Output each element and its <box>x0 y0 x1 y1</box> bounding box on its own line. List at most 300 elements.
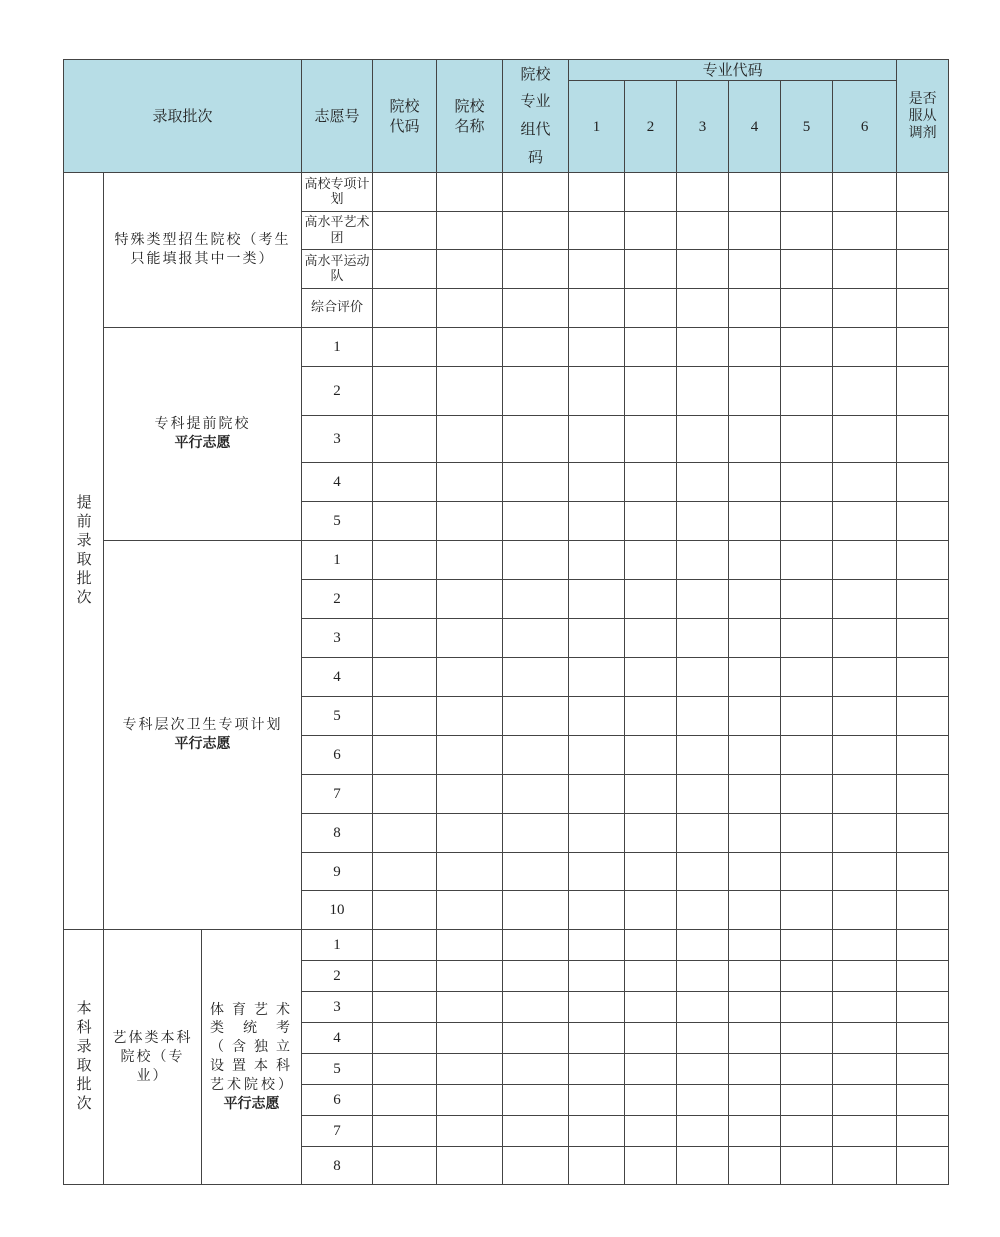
major-code-1-input[interactable] <box>569 697 625 736</box>
school-name-input[interactable] <box>437 775 503 814</box>
adjust-input[interactable] <box>897 619 949 658</box>
school-name-input[interactable] <box>437 1116 503 1147</box>
major-code-5-input[interactable] <box>781 775 833 814</box>
major-code-6-input[interactable] <box>833 658 897 697</box>
adjust-input[interactable] <box>897 930 949 961</box>
adjust-input[interactable] <box>897 328 949 367</box>
major-code-1-input[interactable] <box>569 1085 625 1116</box>
adjust-input[interactable] <box>897 1116 949 1147</box>
major-code-5-input[interactable] <box>781 289 833 328</box>
group-code-input[interactable] <box>503 502 569 541</box>
major-code-5-input[interactable] <box>781 891 833 930</box>
major-code-3-input[interactable] <box>677 961 729 992</box>
school-code-input[interactable] <box>373 961 437 992</box>
major-code-5-input[interactable] <box>781 814 833 853</box>
parallel-label: 平行志愿 <box>223 1096 280 1113</box>
major-code-5-input[interactable] <box>781 961 833 992</box>
group-code-input[interactable] <box>503 289 569 328</box>
school-name-input[interactable] <box>437 173 503 212</box>
major-code-2-input[interactable] <box>625 367 677 416</box>
major-code-4-input[interactable] <box>729 961 781 992</box>
adjust-input[interactable] <box>897 697 949 736</box>
adjust-input[interactable] <box>897 173 949 212</box>
major-code-3-input[interactable] <box>677 212 729 250</box>
major-code-2-input[interactable] <box>625 289 677 328</box>
major-code-2-input[interactable] <box>625 580 677 619</box>
major-code-5-input[interactable] <box>781 580 833 619</box>
major-code-5-input[interactable] <box>781 502 833 541</box>
school-code-input[interactable] <box>373 1116 437 1147</box>
major-code-5-input[interactable] <box>781 1085 833 1116</box>
group-code-input[interactable] <box>503 541 569 580</box>
school-code-input[interactable] <box>373 1085 437 1116</box>
major-code-4-input[interactable] <box>729 697 781 736</box>
header-school-name <box>437 60 503 173</box>
school-name-input[interactable] <box>437 541 503 580</box>
school-code-input[interactable] <box>373 541 437 580</box>
school-name-input[interactable] <box>437 992 503 1023</box>
school-code-input[interactable] <box>373 1023 437 1054</box>
major-code-4-input[interactable] <box>729 1085 781 1116</box>
major-code-3-input[interactable] <box>677 658 729 697</box>
major-code-5-input[interactable] <box>781 1023 833 1054</box>
major-code-2-input[interactable] <box>625 619 677 658</box>
school-name-input[interactable] <box>437 961 503 992</box>
major-code-4-input[interactable] <box>729 289 781 328</box>
major-code-5-input[interactable] <box>781 328 833 367</box>
school-code-input[interactable] <box>373 992 437 1023</box>
major-code-6-input[interactable] <box>833 736 897 775</box>
major-code-6-input[interactable] <box>833 367 897 416</box>
major-code-1-input[interactable] <box>569 891 625 930</box>
school-name-input[interactable] <box>437 580 503 619</box>
major-code-2-input[interactable] <box>625 775 677 814</box>
school-name-input[interactable] <box>437 250 503 289</box>
adjust-input[interactable] <box>897 961 949 992</box>
major-code-6-input[interactable] <box>833 1116 897 1147</box>
major-code-6-input[interactable] <box>833 961 897 992</box>
major-code-2-input[interactable] <box>625 891 677 930</box>
major-code-6-input[interactable] <box>833 814 897 853</box>
group-code-input[interactable] <box>503 1085 569 1116</box>
school-code-input[interactable] <box>373 658 437 697</box>
school-name-input[interactable] <box>437 463 503 502</box>
major-code-6-input[interactable] <box>833 463 897 502</box>
school-code-input[interactable] <box>373 775 437 814</box>
school-name-input[interactable] <box>437 289 503 328</box>
major-code-2-input[interactable] <box>625 853 677 891</box>
group-code-input[interactable] <box>503 658 569 697</box>
major-code-1-input[interactable] <box>569 736 625 775</box>
school-code-input[interactable] <box>373 416 437 463</box>
major-code-1-input[interactable] <box>569 250 625 289</box>
major-code-1-input[interactable] <box>569 328 625 367</box>
major-code-5-input[interactable] <box>781 1054 833 1085</box>
school-name-input[interactable] <box>437 930 503 961</box>
adjust-input[interactable] <box>897 1023 949 1054</box>
major-code-6-input[interactable] <box>833 619 897 658</box>
major-code-2-input[interactable] <box>625 416 677 463</box>
major-code-2-input[interactable] <box>625 992 677 1023</box>
group-code-input[interactable] <box>503 580 569 619</box>
adjust-input[interactable] <box>897 1085 949 1116</box>
major-code-3-input[interactable] <box>677 1116 729 1147</box>
adjust-input[interactable] <box>897 541 949 580</box>
major-code-4-input[interactable] <box>729 328 781 367</box>
major-code-2-input[interactable] <box>625 212 677 250</box>
adjust-input[interactable] <box>897 891 949 930</box>
major-code-4-input[interactable] <box>729 992 781 1023</box>
major-code-1-input[interactable] <box>569 1023 625 1054</box>
group-code-input[interactable] <box>503 697 569 736</box>
major-code-2-input[interactable] <box>625 1023 677 1054</box>
subgroup-cell <box>202 930 302 1185</box>
major-code-5-input[interactable] <box>781 658 833 697</box>
major-code-1-input[interactable] <box>569 1054 625 1085</box>
group-code-input[interactable] <box>503 891 569 930</box>
major-code-6-input[interactable] <box>833 1085 897 1116</box>
major-code-1-input[interactable] <box>569 541 625 580</box>
major-code-3-input[interactable] <box>677 930 729 961</box>
group-code-input[interactable] <box>503 992 569 1023</box>
major-code-5-input[interactable] <box>781 250 833 289</box>
major-code-4-input[interactable] <box>729 212 781 250</box>
adjust-input[interactable] <box>897 853 949 891</box>
group-code-input[interactable] <box>503 853 569 891</box>
major-code-3-input[interactable] <box>677 580 729 619</box>
major-code-2-input[interactable] <box>625 658 677 697</box>
major-code-1-input[interactable] <box>569 212 625 250</box>
header-school-code-label: 院校代码 <box>389 96 420 136</box>
school-name-input[interactable] <box>437 619 503 658</box>
major-code-4-input[interactable] <box>729 580 781 619</box>
major-code-2-input[interactable] <box>625 930 677 961</box>
school-code-input[interactable] <box>373 853 437 891</box>
choice-no-cell: 4 <box>302 463 373 502</box>
major-code-5-input[interactable] <box>781 212 833 250</box>
major-code-6-input[interactable] <box>833 930 897 961</box>
school-name-input[interactable] <box>437 416 503 463</box>
major-code-6-input[interactable] <box>833 541 897 580</box>
major-code-2-input[interactable] <box>625 541 677 580</box>
major-code-6-input[interactable] <box>833 212 897 250</box>
major-code-4-input[interactable] <box>729 416 781 463</box>
major-code-5-input[interactable] <box>781 736 833 775</box>
major-code-1-input[interactable] <box>569 775 625 814</box>
major-code-4-input[interactable] <box>729 814 781 853</box>
major-code-6-input[interactable] <box>833 697 897 736</box>
major-code-2-input[interactable] <box>625 814 677 853</box>
group-code-input[interactable] <box>503 619 569 658</box>
school-name-input[interactable] <box>437 328 503 367</box>
major-code-2-input[interactable] <box>625 1085 677 1116</box>
major-code-3-input[interactable] <box>677 367 729 416</box>
adjust-input[interactable] <box>897 580 949 619</box>
major-code-6-input[interactable] <box>833 775 897 814</box>
major-code-4-input[interactable] <box>729 250 781 289</box>
major-code-1-input[interactable] <box>569 502 625 541</box>
choice-no-cell: 1 <box>302 328 373 367</box>
major-code-2-input[interactable] <box>625 736 677 775</box>
major-code-2-input[interactable] <box>625 328 677 367</box>
major-code-2-input[interactable] <box>625 463 677 502</box>
major-code-3-input[interactable] <box>677 502 729 541</box>
major-code-6-input[interactable] <box>833 992 897 1023</box>
major-code-4-input[interactable] <box>729 658 781 697</box>
group-code-input[interactable] <box>503 328 569 367</box>
major-code-2-input[interactable] <box>625 961 677 992</box>
major-code-5-input[interactable] <box>781 1116 833 1147</box>
adjust-input[interactable] <box>897 1054 949 1085</box>
school-code-input[interactable] <box>373 502 437 541</box>
major-code-1-input[interactable] <box>569 814 625 853</box>
major-code-4-input[interactable] <box>729 930 781 961</box>
choice-no-cell: 6 <box>302 1085 373 1116</box>
major-code-3-input[interactable] <box>677 992 729 1023</box>
major-code-1-input[interactable] <box>569 658 625 697</box>
major-code-4-input[interactable] <box>729 173 781 212</box>
batch-label: 提前录取批次 <box>74 494 93 609</box>
adjust-input[interactable] <box>897 250 949 289</box>
school-name-input[interactable] <box>437 367 503 416</box>
group-code-input[interactable] <box>503 416 569 463</box>
choice-no-cell: 8 <box>302 814 373 853</box>
major-code-6-input[interactable] <box>833 328 897 367</box>
adjust-input[interactable] <box>897 814 949 853</box>
major-code-3-input[interactable] <box>677 853 729 891</box>
school-code-input[interactable] <box>373 619 437 658</box>
school-name-input[interactable] <box>437 697 503 736</box>
adjust-input[interactable] <box>897 289 949 328</box>
major-code-6-input[interactable] <box>833 250 897 289</box>
group-code-input[interactable] <box>503 1023 569 1054</box>
major-code-1-input[interactable] <box>569 619 625 658</box>
school-code-input[interactable] <box>373 1147 437 1185</box>
major-code-1-input[interactable] <box>569 289 625 328</box>
major-code-2-input[interactable] <box>625 697 677 736</box>
school-code-input[interactable] <box>373 289 437 328</box>
group-code-input[interactable] <box>503 367 569 416</box>
major-code-1-input[interactable] <box>569 580 625 619</box>
adjust-input[interactable] <box>897 367 949 416</box>
group-code-input[interactable] <box>503 212 569 250</box>
major-code-5-input[interactable] <box>781 541 833 580</box>
major-code-1-input[interactable] <box>569 930 625 961</box>
school-name-input[interactable] <box>437 1054 503 1085</box>
choice-no-cell: 5 <box>302 1054 373 1085</box>
major-code-6-input[interactable] <box>833 502 897 541</box>
school-name-input[interactable] <box>437 212 503 250</box>
major-code-6-input[interactable] <box>833 580 897 619</box>
choice-no-cell: 高校专项计划 <box>302 173 373 212</box>
school-name-input[interactable] <box>437 814 503 853</box>
major-code-3-input[interactable] <box>677 697 729 736</box>
choice-no-cell: 综合评价 <box>302 289 373 328</box>
group-code-input[interactable] <box>503 250 569 289</box>
school-code-input[interactable] <box>373 250 437 289</box>
group-code-input[interactable] <box>503 1147 569 1185</box>
major-code-4-input[interactable] <box>729 367 781 416</box>
school-name-input[interactable] <box>437 1023 503 1054</box>
adjust-input[interactable] <box>897 775 949 814</box>
major-code-5-input[interactable] <box>781 173 833 212</box>
school-name-input[interactable] <box>437 658 503 697</box>
major-code-4-input[interactable] <box>729 1116 781 1147</box>
table-row <box>64 541 949 580</box>
school-code-input[interactable] <box>373 328 437 367</box>
school-code-input[interactable] <box>373 580 437 619</box>
choice-no-cell: 7 <box>302 1116 373 1147</box>
group-cell <box>104 173 302 328</box>
major-code-4-input[interactable] <box>729 1147 781 1185</box>
major-code-2-input[interactable] <box>625 1147 677 1185</box>
major-code-3-input[interactable] <box>677 416 729 463</box>
major-code-5-input[interactable] <box>781 619 833 658</box>
choice-no-cell: 3 <box>302 992 373 1023</box>
major-code-1-input[interactable] <box>569 1116 625 1147</box>
adjust-input[interactable] <box>897 212 949 250</box>
school-name-input[interactable] <box>437 1085 503 1116</box>
major-code-3-input[interactable] <box>677 619 729 658</box>
major-code-1-input[interactable] <box>569 1147 625 1185</box>
major-code-6-input[interactable] <box>833 1147 897 1185</box>
major-code-3-input[interactable] <box>677 1147 729 1185</box>
major-code-1-input[interactable] <box>569 367 625 416</box>
major-code-4-input[interactable] <box>729 541 781 580</box>
major-code-1-input[interactable] <box>569 173 625 212</box>
group-code-input[interactable] <box>503 736 569 775</box>
major-code-6-input[interactable] <box>833 853 897 891</box>
major-code-1-input[interactable] <box>569 416 625 463</box>
major-code-4-input[interactable] <box>729 775 781 814</box>
header-major-6: 6 <box>833 81 897 173</box>
major-code-2-input[interactable] <box>625 173 677 212</box>
major-code-5-input[interactable] <box>781 367 833 416</box>
adjust-input[interactable] <box>897 736 949 775</box>
group-code-input[interactable] <box>503 463 569 502</box>
major-code-1-input[interactable] <box>569 992 625 1023</box>
major-code-3-input[interactable] <box>677 814 729 853</box>
batch-cell <box>64 930 104 1185</box>
adjust-input[interactable] <box>897 992 949 1023</box>
header-adjust <box>897 60 949 173</box>
major-code-3-input[interactable] <box>677 250 729 289</box>
school-code-input[interactable] <box>373 814 437 853</box>
school-code-input[interactable] <box>373 212 437 250</box>
major-code-6-input[interactable] <box>833 289 897 328</box>
school-code-input[interactable] <box>373 463 437 502</box>
adjust-input[interactable] <box>897 463 949 502</box>
major-code-5-input[interactable] <box>781 930 833 961</box>
group-code-input[interactable] <box>503 173 569 212</box>
group-code-input[interactable] <box>503 1054 569 1085</box>
major-code-5-input[interactable] <box>781 1147 833 1185</box>
major-code-3-input[interactable] <box>677 891 729 930</box>
major-code-3-input[interactable] <box>677 736 729 775</box>
major-code-4-input[interactable] <box>729 1054 781 1085</box>
major-code-4-input[interactable] <box>729 853 781 891</box>
major-code-2-input[interactable] <box>625 502 677 541</box>
school-code-input[interactable] <box>373 173 437 212</box>
adjust-input[interactable] <box>897 502 949 541</box>
major-code-4-input[interactable] <box>729 463 781 502</box>
major-code-3-input[interactable] <box>677 463 729 502</box>
major-code-6-input[interactable] <box>833 416 897 463</box>
group-code-input[interactable] <box>503 814 569 853</box>
school-code-input[interactable] <box>373 736 437 775</box>
major-code-4-input[interactable] <box>729 1023 781 1054</box>
group-code-input[interactable] <box>503 775 569 814</box>
choice-no-cell: 2 <box>302 580 373 619</box>
school-name-input[interactable] <box>437 502 503 541</box>
choice-no-cell: 高水平运动队 <box>302 250 373 289</box>
major-code-4-input[interactable] <box>729 891 781 930</box>
major-code-3-input[interactable] <box>677 1085 729 1116</box>
choice-no-cell: 10 <box>302 891 373 930</box>
major-code-5-input[interactable] <box>781 992 833 1023</box>
major-code-5-input[interactable] <box>781 416 833 463</box>
major-code-4-input[interactable] <box>729 736 781 775</box>
major-code-3-input[interactable] <box>677 541 729 580</box>
school-name-input[interactable] <box>437 736 503 775</box>
major-code-3-input[interactable] <box>677 289 729 328</box>
major-code-3-input[interactable] <box>677 1054 729 1085</box>
school-name-input[interactable] <box>437 1147 503 1185</box>
major-code-2-input[interactable] <box>625 1116 677 1147</box>
school-code-input[interactable] <box>373 930 437 961</box>
school-name-input[interactable] <box>437 891 503 930</box>
header-major-code: 专业代码 <box>569 60 897 81</box>
group-code-input[interactable] <box>503 1116 569 1147</box>
choice-no-cell: 高水平艺术团 <box>302 212 373 250</box>
major-code-1-input[interactable] <box>569 961 625 992</box>
school-code-input[interactable] <box>373 697 437 736</box>
major-code-4-input[interactable] <box>729 502 781 541</box>
major-code-1-input[interactable] <box>569 463 625 502</box>
major-code-1-input[interactable] <box>569 853 625 891</box>
choice-no-cell: 3 <box>302 416 373 463</box>
major-code-5-input[interactable] <box>781 853 833 891</box>
group-label: 专科层次卫生专项计划 <box>122 717 283 734</box>
adjust-input[interactable] <box>897 1147 949 1185</box>
major-code-4-input[interactable] <box>729 619 781 658</box>
major-code-3-input[interactable] <box>677 1023 729 1054</box>
school-code-input[interactable] <box>373 891 437 930</box>
school-code-input[interactable] <box>373 367 437 416</box>
choice-no-cell: 1 <box>302 930 373 961</box>
header-major-1: 1 <box>569 81 625 173</box>
major-code-6-input[interactable] <box>833 1054 897 1085</box>
major-code-3-input[interactable] <box>677 173 729 212</box>
major-code-6-input[interactable] <box>833 1023 897 1054</box>
major-code-5-input[interactable] <box>781 697 833 736</box>
major-code-6-input[interactable] <box>833 173 897 212</box>
header-school-name-label: 院校名称 <box>454 96 485 136</box>
major-code-2-input[interactable] <box>625 1054 677 1085</box>
school-name-input[interactable] <box>437 853 503 891</box>
adjust-input[interactable] <box>897 658 949 697</box>
school-code-input[interactable] <box>373 1054 437 1085</box>
major-code-2-input[interactable] <box>625 250 677 289</box>
major-code-6-input[interactable] <box>833 891 897 930</box>
major-code-3-input[interactable] <box>677 328 729 367</box>
adjust-input[interactable] <box>897 416 949 463</box>
group-code-input[interactable] <box>503 930 569 961</box>
choice-no-cell: 5 <box>302 697 373 736</box>
major-code-5-input[interactable] <box>781 463 833 502</box>
major-code-3-input[interactable] <box>677 775 729 814</box>
group-code-input[interactable] <box>503 961 569 992</box>
